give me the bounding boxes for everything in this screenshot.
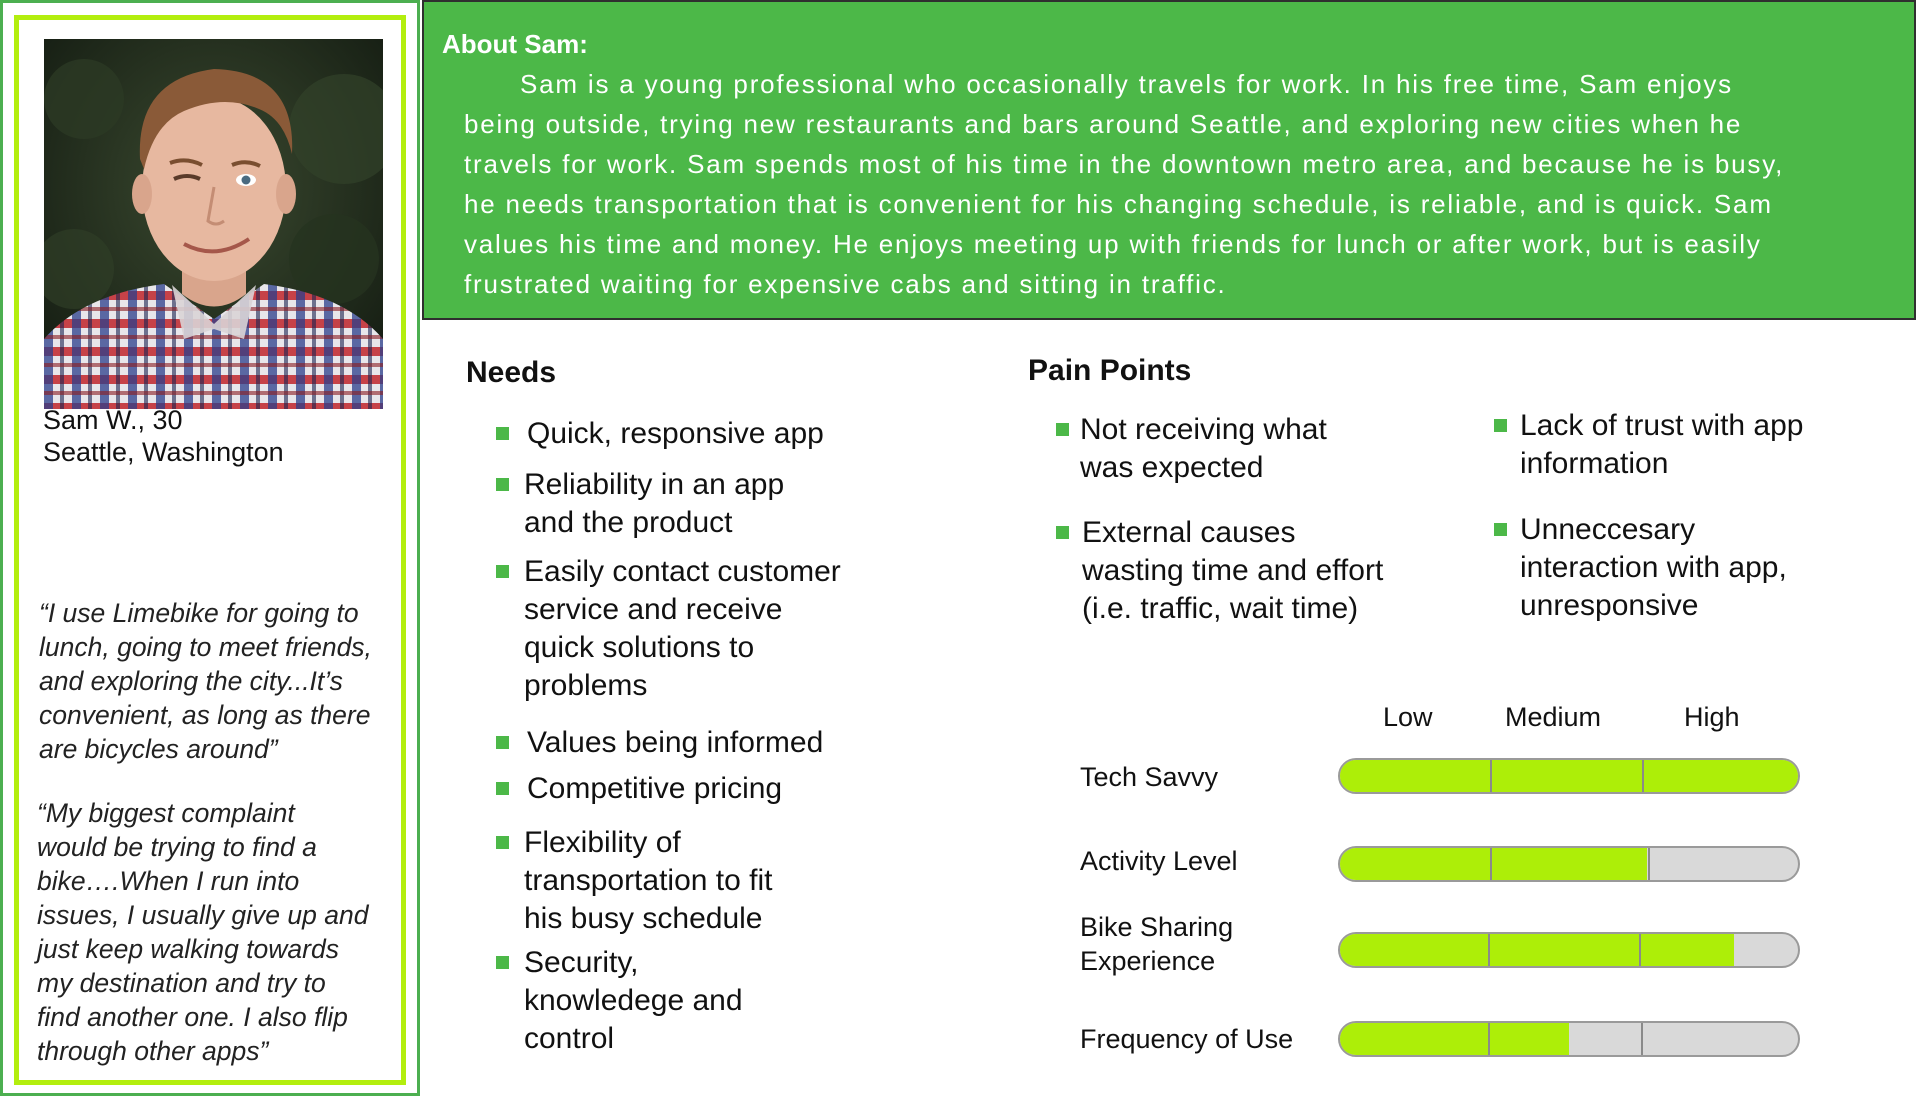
metric-label-line: Activity Level <box>1080 846 1238 876</box>
bullet-square-icon <box>1056 526 1069 539</box>
quote-line: bike….When I run into <box>37 866 300 896</box>
bullet-square-icon <box>496 565 509 578</box>
rating-bar-frequency-of-use <box>1338 1021 1800 1057</box>
quote-line: are bicycles around” <box>39 734 278 764</box>
rating-bar-fill <box>1340 1023 1569 1055</box>
pain-point-line: interaction with app, <box>1520 551 1787 584</box>
pain-point-line: Lack of trust with app <box>1520 409 1804 442</box>
persona-location: Seattle, Washington <box>43 437 284 467</box>
metric-label-bike-sharing-experience <box>1080 910 1233 978</box>
pain-point-line: unresponsive <box>1520 589 1699 622</box>
about-line: travels for work. Sam spends most of his time in the downtown metro area, and because he is busy, <box>464 149 1785 179</box>
quote-line: just keep walking towards <box>37 934 339 964</box>
rating-bar-divider <box>1488 934 1490 966</box>
rating-bar-divider <box>1490 848 1492 880</box>
quote-line: find another one. I also flip <box>37 1002 348 1032</box>
about-line: frustrated waiting for expensive cabs and sitting in traffic. <box>464 269 1227 299</box>
rating-bar-divider <box>1642 760 1644 792</box>
quote-line: and exploring the city...It’s <box>39 666 343 696</box>
level-medium-label: Medium <box>1505 702 1602 732</box>
bullet-square-icon <box>496 427 509 440</box>
rating-bar-activity-level <box>1338 846 1800 882</box>
rating-bar-fill <box>1340 848 1647 880</box>
metric-label-line: Frequency of Use <box>1080 1024 1294 1054</box>
about-description <box>464 64 1784 304</box>
needs-item <box>524 824 772 938</box>
needs-item-line: Flexibility of <box>524 826 681 859</box>
persona-name-age: Sam W., 30 <box>43 405 183 435</box>
persona-quote-1 <box>39 596 409 766</box>
pain-point-line: was expected <box>1080 451 1264 484</box>
quote-line: would be trying to find a <box>37 832 317 862</box>
rating-bar-tech-savvy <box>1338 758 1800 794</box>
needs-item <box>524 466 784 542</box>
needs-item-line: service and receive <box>524 593 783 626</box>
needs-item-line: control <box>524 1022 615 1055</box>
pain-point-item <box>1520 511 1787 625</box>
rating-bar-fill <box>1340 934 1734 966</box>
rating-bar-divider <box>1648 848 1650 880</box>
needs-item-line: Competitive pricing <box>527 772 783 805</box>
metric-label-line: Experience <box>1080 946 1216 976</box>
pain-point-line: Unneccesary <box>1520 513 1696 546</box>
about-title: About Sam: <box>442 29 588 59</box>
pain-points-title: Pain Points <box>1028 354 1192 387</box>
pain-point-line: wasting time and effort <box>1082 554 1384 587</box>
needs-item-line: Easily contact customer <box>524 555 841 588</box>
bullet-square-icon <box>496 836 509 849</box>
about-line: Sam is a young professional who occasionally travels for work. In his free time, Sam enjoys <box>520 69 1733 99</box>
metric-label-line: Bike Sharing <box>1080 912 1234 942</box>
persona-profile-card <box>0 0 420 1096</box>
needs-item <box>524 553 841 705</box>
pain-point-line: Not receiving what <box>1080 413 1327 446</box>
level-low-label: Low <box>1383 702 1433 732</box>
needs-item-line: Values being informed <box>527 726 824 759</box>
about-line: being outside, trying new restaurants and bars around Seattle, and exploring new cities when he <box>464 109 1743 139</box>
about-section <box>422 0 1916 320</box>
metric-label-activity-level <box>1080 844 1238 878</box>
rating-bar-divider <box>1641 1023 1643 1055</box>
quote-line: “I use Limebike for going to <box>39 598 359 628</box>
persona-quote-2 <box>37 796 407 1068</box>
needs-item <box>527 415 824 453</box>
pain-point-item <box>1080 411 1327 487</box>
needs-item-line: Reliability in an app <box>524 468 785 501</box>
needs-item <box>527 770 782 808</box>
bullet-square-icon <box>496 736 509 749</box>
bullet-square-icon <box>496 478 509 491</box>
metric-label-line: Tech Savvy <box>1080 762 1219 792</box>
about-line: he needs transportation that is convenient for his changing schedule, is reliable, and is quick. Sam <box>464 189 1773 219</box>
pain-point-line: External causes <box>1082 516 1296 549</box>
metric-label-tech-savvy <box>1080 760 1218 794</box>
quote-line: issues, I usually give up and <box>37 900 369 930</box>
rating-bar-divider <box>1488 1023 1490 1055</box>
quote-line: lunch, going to meet friends, <box>39 632 372 662</box>
bullet-square-icon <box>496 956 509 969</box>
needs-item-line: transportation to fit <box>524 864 773 897</box>
pain-point-line: (i.e. traffic, wait time) <box>1082 592 1359 625</box>
rating-bar-bike-sharing-experience <box>1338 932 1800 968</box>
rating-bar-divider <box>1490 760 1492 792</box>
portrait-photo <box>44 39 383 409</box>
needs-item <box>524 944 743 1058</box>
pain-point-item <box>1082 514 1383 628</box>
needs-item-line: Security, <box>524 946 639 979</box>
rating-bar-divider <box>1639 934 1641 966</box>
bullet-square-icon <box>1494 419 1507 432</box>
needs-item-line: problems <box>524 669 648 702</box>
quote-line: convenient, as long as there <box>39 700 371 730</box>
quote-line: through other apps” <box>37 1036 269 1066</box>
quote-line: my destination and try to <box>37 968 326 998</box>
rating-bar-fill <box>1340 760 1798 792</box>
metric-label-frequency-of-use <box>1080 1022 1293 1056</box>
needs-item-line: and the product <box>524 506 733 539</box>
needs-item-line: quick solutions to <box>524 631 755 664</box>
level-high-label: High <box>1684 702 1740 732</box>
needs-title: Needs <box>466 356 557 389</box>
bullet-square-icon <box>1494 523 1507 536</box>
pain-point-item <box>1520 407 1803 483</box>
about-line: values his time and money. He enjoys meeting up with friends for lunch or after work, but is easily <box>464 229 1762 259</box>
needs-item <box>527 724 823 762</box>
bullet-square-icon <box>1056 423 1069 436</box>
bullet-square-icon <box>496 782 509 795</box>
pain-point-line: information <box>1520 447 1669 480</box>
quote-line: “My biggest complaint <box>37 798 295 828</box>
needs-item-line: Quick, responsive app <box>527 417 824 450</box>
needs-item-line: his busy schedule <box>524 902 763 935</box>
needs-item-line: knowledege and <box>524 984 743 1017</box>
